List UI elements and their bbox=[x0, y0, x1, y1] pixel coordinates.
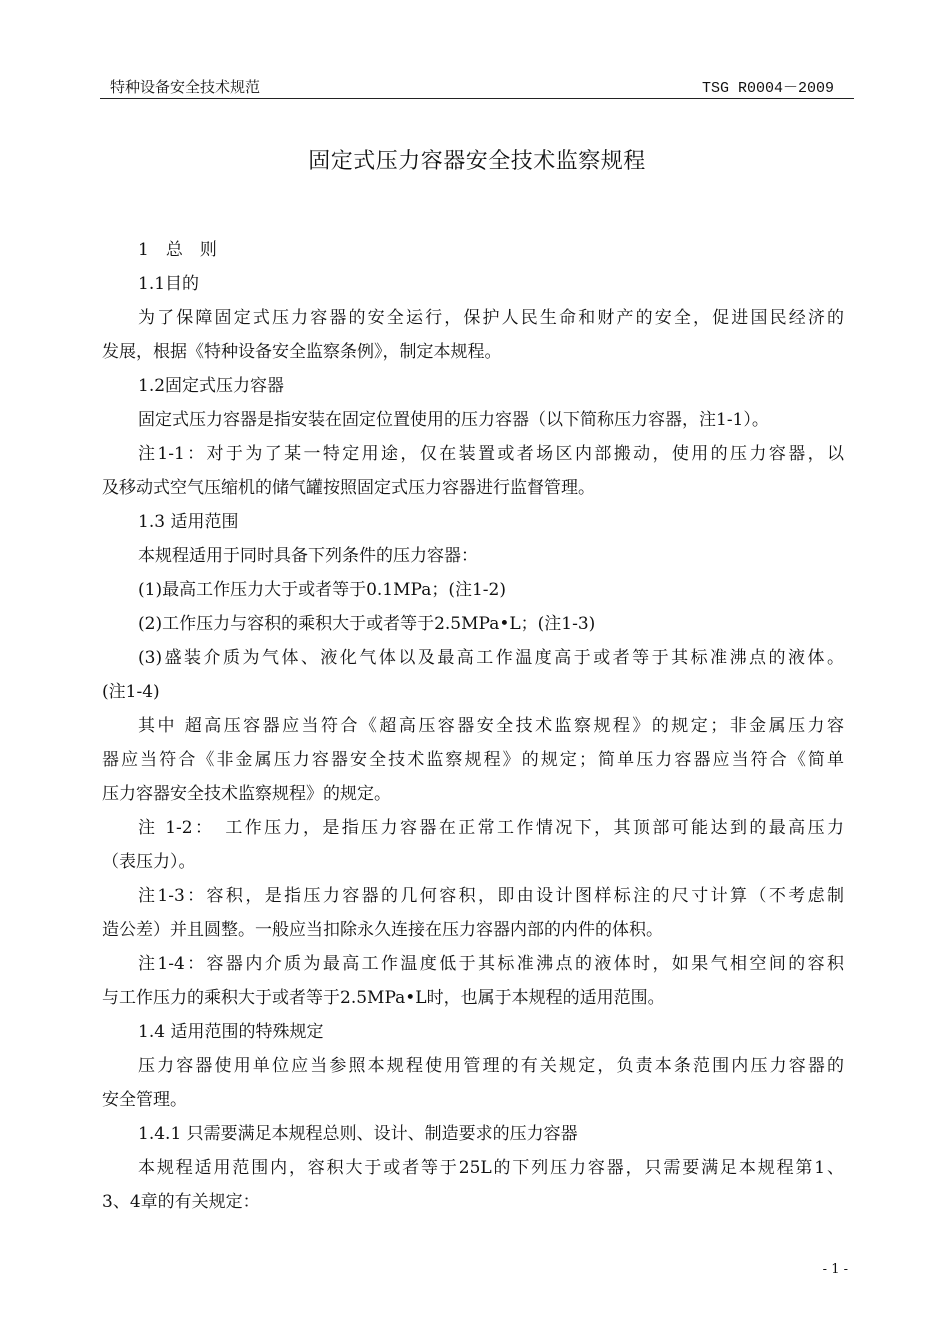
list-item-continuation: (注1-4) bbox=[102, 682, 160, 702]
text-line: 器应当符合《非金属压力容器安全技术监察规程》的规定；简单压力容器应当符合《简单 bbox=[102, 750, 844, 770]
note-line: （表压力）。 bbox=[102, 852, 196, 872]
header-spec-code: TSG R0004－2009 bbox=[701, 80, 834, 97]
chapter-heading: 1 总 则 bbox=[138, 240, 217, 260]
text-line: 固定式压力容器是指安装在固定位置使用的压力容器（以下简称压力容器，注1-1）。 bbox=[138, 410, 769, 430]
header-spec-name: 特种设备安全技术规范 bbox=[110, 78, 261, 96]
subsection-heading: 1.4.1 只需要满足本规程总则、设计、制造要求的压力容器 bbox=[138, 1124, 578, 1144]
list-item: (3)盛装介质为气体、液化气体以及最高工作温度高于或者等于其标准沸点的液体。 bbox=[138, 648, 844, 668]
text-line: 本规程适用范围内，容积大于或者等于25L的下列压力容器，只需要满足本规程第1、 bbox=[138, 1158, 844, 1178]
document-title: 固定式压力容器安全技术监察规程 bbox=[308, 149, 646, 174]
text-line: 本规程适用于同时具备下列条件的压力容器： bbox=[138, 546, 478, 566]
text-line: 3、4章的有关规定： bbox=[102, 1192, 260, 1212]
note-line: 与工作压力的乘积大于或者等于2.5MPa•L时，也属于本规程的适用范围。 bbox=[102, 988, 665, 1008]
note-line: 造公差）并且圆整。一般应当扣除永久连接在压力容器内部的内件的体积。 bbox=[102, 920, 663, 940]
text-line: 压力容器安全技术监察规程》的规定。 bbox=[102, 784, 391, 804]
section-heading: 1.3 适用范围 bbox=[138, 512, 239, 532]
page-header bbox=[100, 74, 854, 99]
text-line: 发展，根据《特种设备安全监察条例》，制定本规程。 bbox=[102, 342, 502, 362]
text-line: 其中 超高压容器应当符合《超高压容器安全技术监察规程》的规定；非金属压力容 bbox=[138, 716, 844, 736]
page-number: - 1 - bbox=[822, 1262, 848, 1277]
note-line: 注1-1：对于为了某一特定用途，仅在装置或者场区内部搬动，使用的压力容器，以 bbox=[138, 444, 844, 464]
list-item: (1)最高工作压力大于或者等于0.1MPa；(注1-2) bbox=[138, 580, 506, 600]
note-line: 注1-4：容器内介质为最高工作温度低于其标准沸点的液体时，如果气相空间的容积 bbox=[138, 954, 844, 974]
section-heading: 1.4 适用范围的特殊规定 bbox=[138, 1022, 324, 1042]
text-line: 为了保障固定式压力容器的安全运行，保护人民生命和财产的安全，促进国民经济的 bbox=[138, 308, 844, 328]
note-line: 注1-3：容积，是指压力容器的几何容积，即由设计图样标注的尺寸计算（不考虑制 bbox=[138, 886, 844, 906]
note-line: 及移动式空气压缩机的储气罐按照固定式压力容器进行监督管理。 bbox=[102, 478, 595, 498]
text-line: 压力容器使用单位应当参照本规程使用管理的有关规定，负责本条范围内压力容器的 bbox=[138, 1056, 844, 1076]
document-body bbox=[102, 233, 844, 1219]
section-heading: 1.1目的 bbox=[138, 274, 200, 294]
text-line: 安全管理。 bbox=[102, 1090, 187, 1110]
list-item: (2)工作压力与容积的乘积大于或者等于2.5MPa•L；(注1-3) bbox=[138, 614, 596, 634]
note-line: 注 1-2： 工作压力，是指压力容器在正常工作情况下，其顶部可能达到的最高压力 bbox=[138, 818, 844, 838]
section-heading: 1.2固定式压力容器 bbox=[138, 376, 285, 396]
